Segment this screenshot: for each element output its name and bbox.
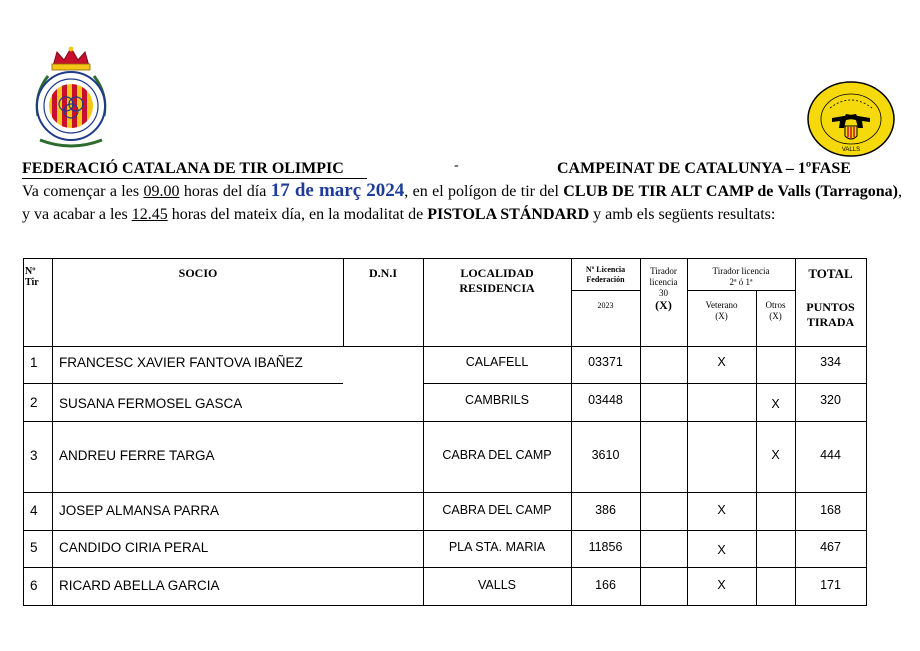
row-otros: X [771, 397, 780, 411]
table-border [687, 290, 795, 291]
header-licencia-line2: Federación [586, 275, 625, 284]
header-otros [756, 300, 795, 322]
row-localidad: VALLS [478, 578, 516, 592]
end-time: 12.45 [131, 205, 168, 223]
table-border [23, 605, 867, 606]
row-num: 5 [30, 540, 38, 555]
row-socio: CANDIDO CIRIA PERAL [59, 540, 209, 555]
modality: PISTOLA STÁNDARD [427, 205, 590, 223]
table-border [571, 290, 640, 291]
table-border [423, 383, 867, 384]
header-tirador30-line2: licencia [649, 277, 678, 287]
row-veterano: X [717, 355, 726, 369]
row-veterano: X [717, 503, 726, 517]
row-total: 334 [820, 355, 841, 369]
table-border [23, 258, 24, 606]
header-tirador30-line1: Tirador [650, 266, 677, 276]
row-licencia: 03371 [588, 355, 623, 369]
row-localidad: CABRA DEL CAMP [442, 448, 552, 462]
row-total: 444 [820, 448, 841, 462]
row-licencia: 11856 [588, 540, 623, 554]
row-socio: RICARD ABELLA GARCIA [59, 578, 220, 593]
header-total: TOTAL [808, 266, 853, 281]
header-licencia [571, 265, 640, 285]
federation-seal-logo [26, 44, 116, 150]
para-text: y amb els següents resultats: [589, 205, 776, 223]
row-socio: ANDREU FERRE TARGA [59, 448, 215, 463]
table-border [23, 567, 867, 568]
header-licencia-line1: Nº Licencia [585, 265, 626, 274]
row-licencia: 386 [595, 503, 616, 517]
event-date: 17 de març 2024 [270, 180, 405, 201]
row-localidad: CALAFELL [465, 355, 529, 369]
table-border [52, 258, 53, 606]
row-veterano: X [717, 543, 726, 557]
row-socio: JOSEP ALMANSA PARRA [59, 503, 220, 518]
table-border [23, 258, 867, 259]
document-heading [22, 160, 898, 178]
table-border [23, 421, 867, 422]
header-puntos [795, 300, 866, 330]
row-otros: X [771, 448, 780, 462]
header-localidad-line2: RESIDENCIA [459, 281, 535, 295]
row-num: 2 [30, 395, 38, 410]
intro-paragraph [22, 180, 902, 226]
header-num-line1: Nº [25, 266, 36, 277]
row-veterano: X [717, 578, 726, 592]
row-total: 168 [820, 503, 841, 517]
championship-title: CAMPEINAT DE CATALUNYA – 1ºFASE [557, 160, 851, 177]
row-num: 4 [30, 503, 38, 518]
table-border [23, 346, 867, 347]
header-dni: D.N.I [368, 266, 397, 280]
para-text: , en el polígon de tir del [404, 183, 564, 200]
row-total: 171 [820, 578, 841, 592]
table-border [23, 530, 867, 531]
svg-text:VALLS: VALLS [841, 147, 861, 153]
heading-separator: - [454, 158, 459, 173]
row-licencia: 3610 [591, 448, 620, 462]
header-tirador30-mark: (X) [655, 298, 672, 312]
row-localidad: CAMBRILS [465, 393, 529, 407]
header-num [25, 266, 51, 288]
heading-underline [22, 178, 367, 179]
table-border [23, 383, 343, 384]
header-puntos-line2: TIRADA [806, 315, 855, 329]
header-tirador30-line3: 30 [659, 288, 668, 298]
header-tirador-licencia [687, 266, 795, 288]
row-total: 320 [820, 393, 841, 407]
header-puntos-line1: PUNTOS [806, 300, 855, 314]
para-text: Va començar a les [22, 183, 144, 200]
para-text: horas del mateix día, en la modalitat de [167, 205, 428, 223]
row-localidad: CABRA DEL CAMP [442, 503, 552, 517]
para-text: horas del día [179, 183, 271, 200]
row-num: 1 [30, 355, 38, 370]
table-border [23, 492, 867, 493]
row-socio: FRANCESC XAVIER FANTOVA IBAÑEZ [59, 355, 303, 370]
row-num: 3 [30, 448, 38, 463]
header-tirador-line2: 2ª ó 1ª [729, 277, 753, 287]
federation-title: FEDERACIÓ CATALANA DE TIR OLIMPIC [22, 160, 344, 177]
row-localidad: PLA STA. MARIA [448, 540, 546, 554]
header-localidad-line1: LOCALIDAD [460, 266, 534, 280]
header-licencia-year: 2023 [597, 301, 614, 310]
header-veterano-mark: (X) [715, 311, 728, 321]
row-socio: SUSANA FERMOSEL GASCA [59, 396, 243, 411]
results-table [23, 258, 867, 606]
table-border [866, 258, 867, 606]
header-socio: SOCIO [178, 266, 218, 280]
header-tirador-30 [640, 266, 687, 312]
club-name: CLUB DE TIR ALT CAMP de Valls (Tarragona) [563, 183, 898, 200]
header-otros-mark: (X) [769, 311, 782, 321]
row-licencia: 03448 [588, 393, 623, 407]
row-total: 467 [820, 540, 841, 554]
club-badge-logo [806, 80, 896, 158]
para-text: , y va acabar a les [22, 183, 902, 223]
header-localidad [423, 266, 571, 296]
header-tirador-line1: Tirador licencia [712, 266, 770, 276]
start-time: 09.00 [143, 183, 180, 200]
header-veterano-label: Veterano [705, 300, 738, 310]
header-otros-label: Otros [765, 300, 786, 310]
header-veterano [687, 300, 756, 322]
row-num: 6 [30, 578, 38, 593]
header-num-line2: Tir [25, 277, 39, 288]
row-licencia: 166 [595, 578, 616, 592]
